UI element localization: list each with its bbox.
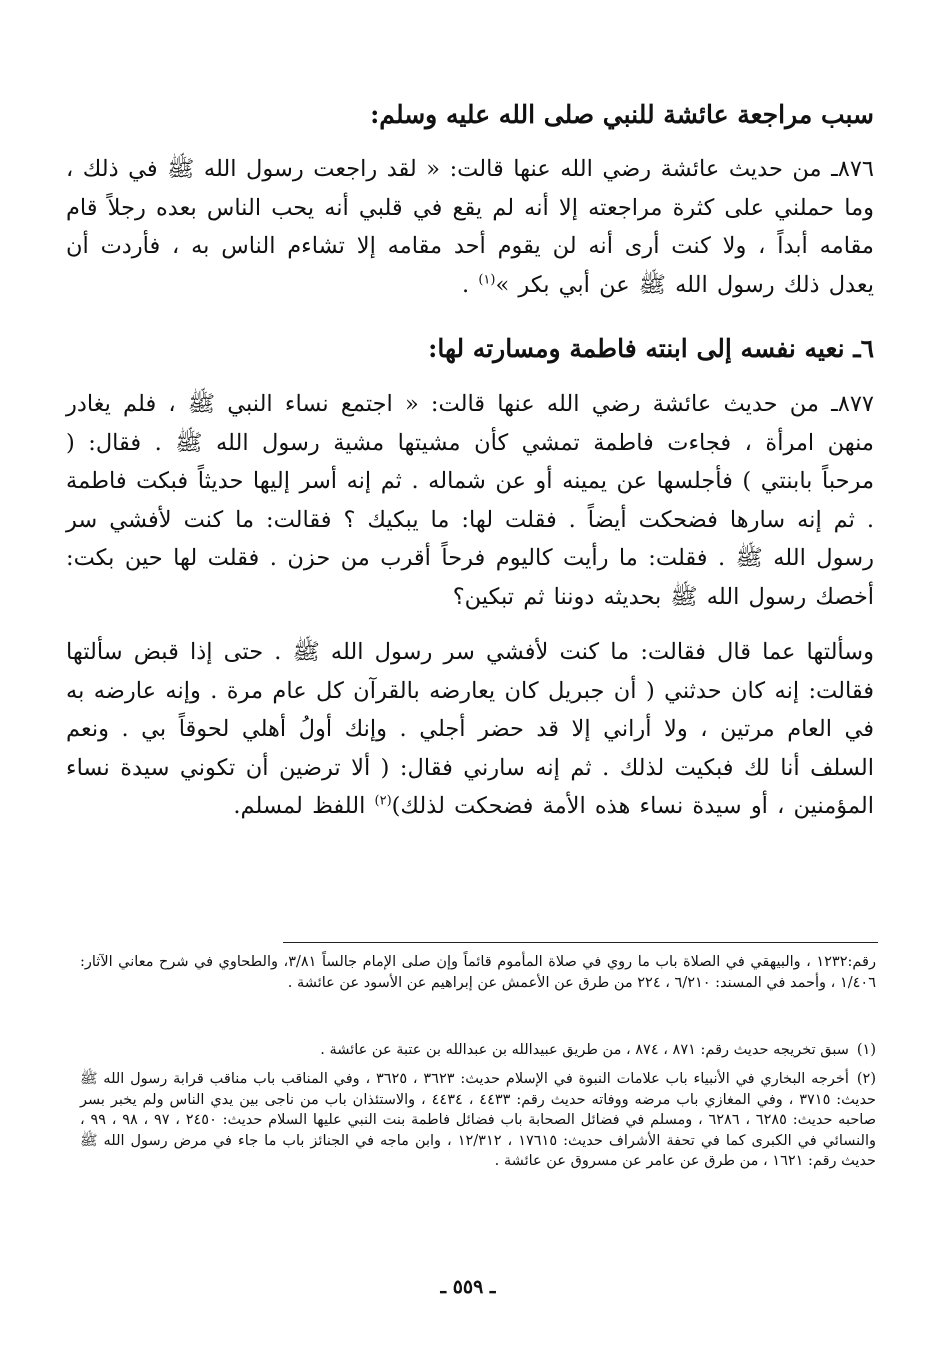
hadith-877-continuation [66,633,874,826]
footnote-1-text: سبق تخريجه حديث رقم: ٨٧١ ، ٨٧٤ ، من طريق عبيدالله بن عبدالله بن عتبة عن عائشة . [320,1042,849,1058]
footnote-2 [80,1069,876,1172]
footnote-continuation: رقم:١٢٣٢ ، والبيهقي في الصلاة باب ما روي في صلاة المأموم قائماً وإن صلى الإمام جالساً ٣/٨١، والطحاوي في شرح معاني الآثار: ١/٤٠٦ ، وأحمد في المسند: ٦/٢١٠ ، ٢٢٤ من طرق عن الأعمش عن إبراهيم عن الأسود عن عائشة . [80,954,876,991]
hadith-877-cont-text: وسألتها عما قال فقالت: ما كنت لأفشي سر رسول الله ﷺ . حتى إذا قبض سألتها فقالت: إنه كان حدثني ( أن جبريل كان يعارضه بالقرآن كل عام مرة . وإنه عارضه به في العام مرتين ، ولا أراني إلا قد حضر أجلي . وإنك أولُ أهلي لحوقاً بي . ونعم السلف أنا لك فبكيت لذلك . ثم إنه سارني فقال: ( ألا ترضين أن تكوني سيدة نساء المؤمنين ، أو سيدة نساء هذه الأمة فضحكت لذلك) [66,639,874,819]
footnote-1 [80,1040,876,1061]
hadith-876-text: ٨٧٦ـ من حديث عائشة رضي الله عنها قالت: « لقد راجعت رسول الله ﷺ في ذلك ، وما حملني على كثرة مراجعته إلا أنه لم يقع في قلبي أنه يحب الناس بعده رجلاً قام مقامه أبداً ، ولا كنت أرى أنه لن يقوم أحد مقامه إلا تشاءم الناس به ، فأردت أن يعدل ذلك رسول الله ﷺ عن أبي بكر » [66,156,874,298]
footnote-divider [283,942,878,943]
hadith-877-cont-end: اللفظ لمسلم. [233,793,375,819]
footnote-2-text: أخرجه البخاري في الأنبياء باب علامات النبوة في الإسلام حديث: ٣٦٢٣ ، ٣٦٢٥ ، وفي المناقب باب مناقب قرابة رسول الله ﷺ حديث: ٣٧١٥ ، وفي المغازي باب مرضه ووفاته حديث رقم: ٤٤٣٣ ، ٤٤٣٤ ، والاستئذان باب من ناجى بين يدي الناس ولم يخبر بسر صاحبه حديث: ٦٢٨٥ ، ٦٢٨٦ ، ومسلم في فضائل الصحابة باب فضائل فاطمة بنت النبي عليها السلام حديث: ٢٤٥٠ ، ٩٧ ، ٩٨ ، ٩٩ ، والنسائي في الكبرى كما في تحفة الأشراف حديث: ١٧٦١٥ ، ١٢/٣١٢ ، وابن ماجه في الجنائز باب ما جاء في مرض رسول الله ﷺ حديث رقم: ١٦٢١ ، من طرق عن عامر عن مسروق عن عائشة . [80,1071,877,1169]
footnote-ref-1: (١) [478,272,496,287]
section-heading-2: ٦ـ نعيه نفسه إلى ابنته فاطمة ومسارته لها: [428,334,874,363]
section-heading-1: سبب مراجعة عائشة للنبي صلى الله عليه وسلم: [370,100,874,129]
footnote-2-number: (٢) [856,1071,876,1087]
hadith-877-paragraph: ٨٧٧ـ من حديث عائشة رضي الله عنها قالت: « اجتمع نساء النبي ﷺ ، فلم يغادر منهن امرأة ، فجاءت فاطمة تمشي كأن مشيتها مشية رسول الله ﷺ . فقال: ( مرحباً بابنتي ) فأجلسها عن يمينه أو عن شماله . ثم إنه أسر إليها حديثاً فبكت فاطمة . ثم إنه سارها فضحكت أيضاً . فقلت لها: ما يبكيك ؟ فقالت: ما كنت لأفشي سر رسول الله ﷺ . فقلت: ما رأيت كاليوم فرحاً أقرب من حزن . فقلت لها حين بكت: أخصك رسول الله ﷺ بحديثه دوننا ثم تبكين؟ [66,391,874,610]
hadith-876-end: . [462,271,479,298]
footnote-1-number: (١) [856,1042,876,1058]
page-number: ـ ٥٥٩ ـ [440,1276,496,1298]
footnote-ref-2: (٢) [374,793,392,809]
hadith-876-paragraph [66,150,874,304]
